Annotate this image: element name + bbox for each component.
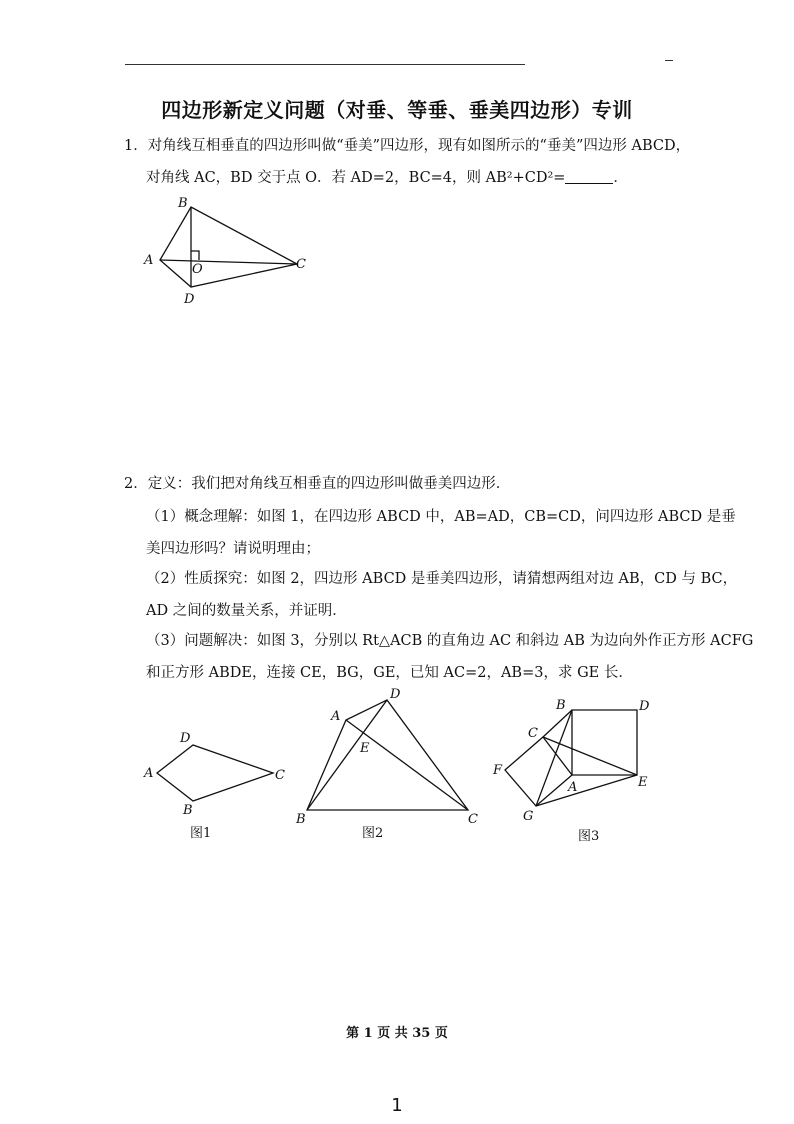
fig3-label-A: A xyxy=(568,780,578,795)
fig1-kite xyxy=(157,745,273,801)
page-footer: 第 1 页 共 35 页 xyxy=(346,1026,448,1041)
fig3-line-bg xyxy=(536,710,572,806)
fig2-label-C: C xyxy=(468,812,478,827)
q1-text-line2-end: ． xyxy=(613,170,628,186)
fig3-label-C: C xyxy=(528,726,538,741)
figure-1 xyxy=(143,731,285,818)
q2-p1-line2: 美四边形吗？请说明理由； xyxy=(146,541,320,557)
fig2-label-D: D xyxy=(390,687,401,702)
q2-intro: 定义：我们把对角线互相垂直的四边形叫做垂美四边形． xyxy=(147,476,511,492)
q1-text-line2: 对角线 AC，BD 交于点 O．若 AD=2，BC=4，则 AB²+CD²= xyxy=(146,170,566,186)
q2-p3-line1: （3）问题解决：如图 3，分别以 Rt△ACB 的直角边 AC 和斜边 AB 为边向外作正方形 ACFG xyxy=(146,633,754,649)
fig1-label-B: B xyxy=(183,803,193,818)
q1-number: 1． xyxy=(124,138,148,154)
fig3-label-B: B xyxy=(556,698,566,713)
fig3-caption: 图3 xyxy=(578,829,600,844)
fig3-line-ge xyxy=(536,775,637,806)
fig1-caption: 图1 xyxy=(190,826,212,841)
label-O: O xyxy=(192,262,203,277)
fig3-label-D: D xyxy=(639,699,650,714)
fig1-label-A: A xyxy=(144,766,154,781)
fig3-label-G: G xyxy=(523,809,534,824)
q2-p3-line2: 和正方形 ABDE，连接 CE，BG，GE，已知 AC=2，AB=3，求 GE 长． xyxy=(146,665,633,681)
label-C: C xyxy=(296,257,306,272)
fig2-label-B: B xyxy=(296,812,306,827)
page-title: 四边形新定义问题（对垂、等垂、垂美四边形）专训 xyxy=(161,98,633,122)
figure-3 xyxy=(492,698,650,824)
q2-p2-line1: （2）性质探究：如图 2，四边形 ABCD 是垂美四边形，请猜想两组对边 AB，CD 与 BC， xyxy=(146,571,738,587)
fig2-label-A: A xyxy=(331,709,341,724)
label-A: A xyxy=(144,253,154,268)
page-number: 1 xyxy=(391,1095,403,1116)
label-B: B xyxy=(178,196,188,211)
fig2-diagonal-bd xyxy=(307,700,387,810)
fig2-label-E: E xyxy=(360,741,370,756)
fig1-label-C: C xyxy=(275,768,285,783)
q1-text-line1: 对角线互相垂直的四边形叫做“垂美”四边形，现有如图所示的“垂美”四边形 ABCD， xyxy=(147,138,691,154)
fig3-square-acfg xyxy=(505,737,572,806)
fig3-label-F: F xyxy=(493,763,503,778)
fig2-diagonal-ac xyxy=(346,720,468,810)
q2-p1-line1: （1）概念理解：如图 1，在四边形 ABCD 中，AB=AD，CB=CD，问四边形 ABCD 是垂 xyxy=(146,509,736,525)
label-D: D xyxy=(184,292,195,307)
fig2-caption: 图2 xyxy=(362,826,384,841)
fig1-label-D: D xyxy=(180,731,191,746)
fig3-square-abde xyxy=(572,710,637,775)
q2-number: 2． xyxy=(124,476,148,492)
q2-p2-line2: AD 之间的数量关系，并证明． xyxy=(146,603,347,619)
fig3-line-cb xyxy=(543,710,572,737)
figure-2 xyxy=(295,687,478,827)
fig3-label-E: E xyxy=(638,775,648,790)
